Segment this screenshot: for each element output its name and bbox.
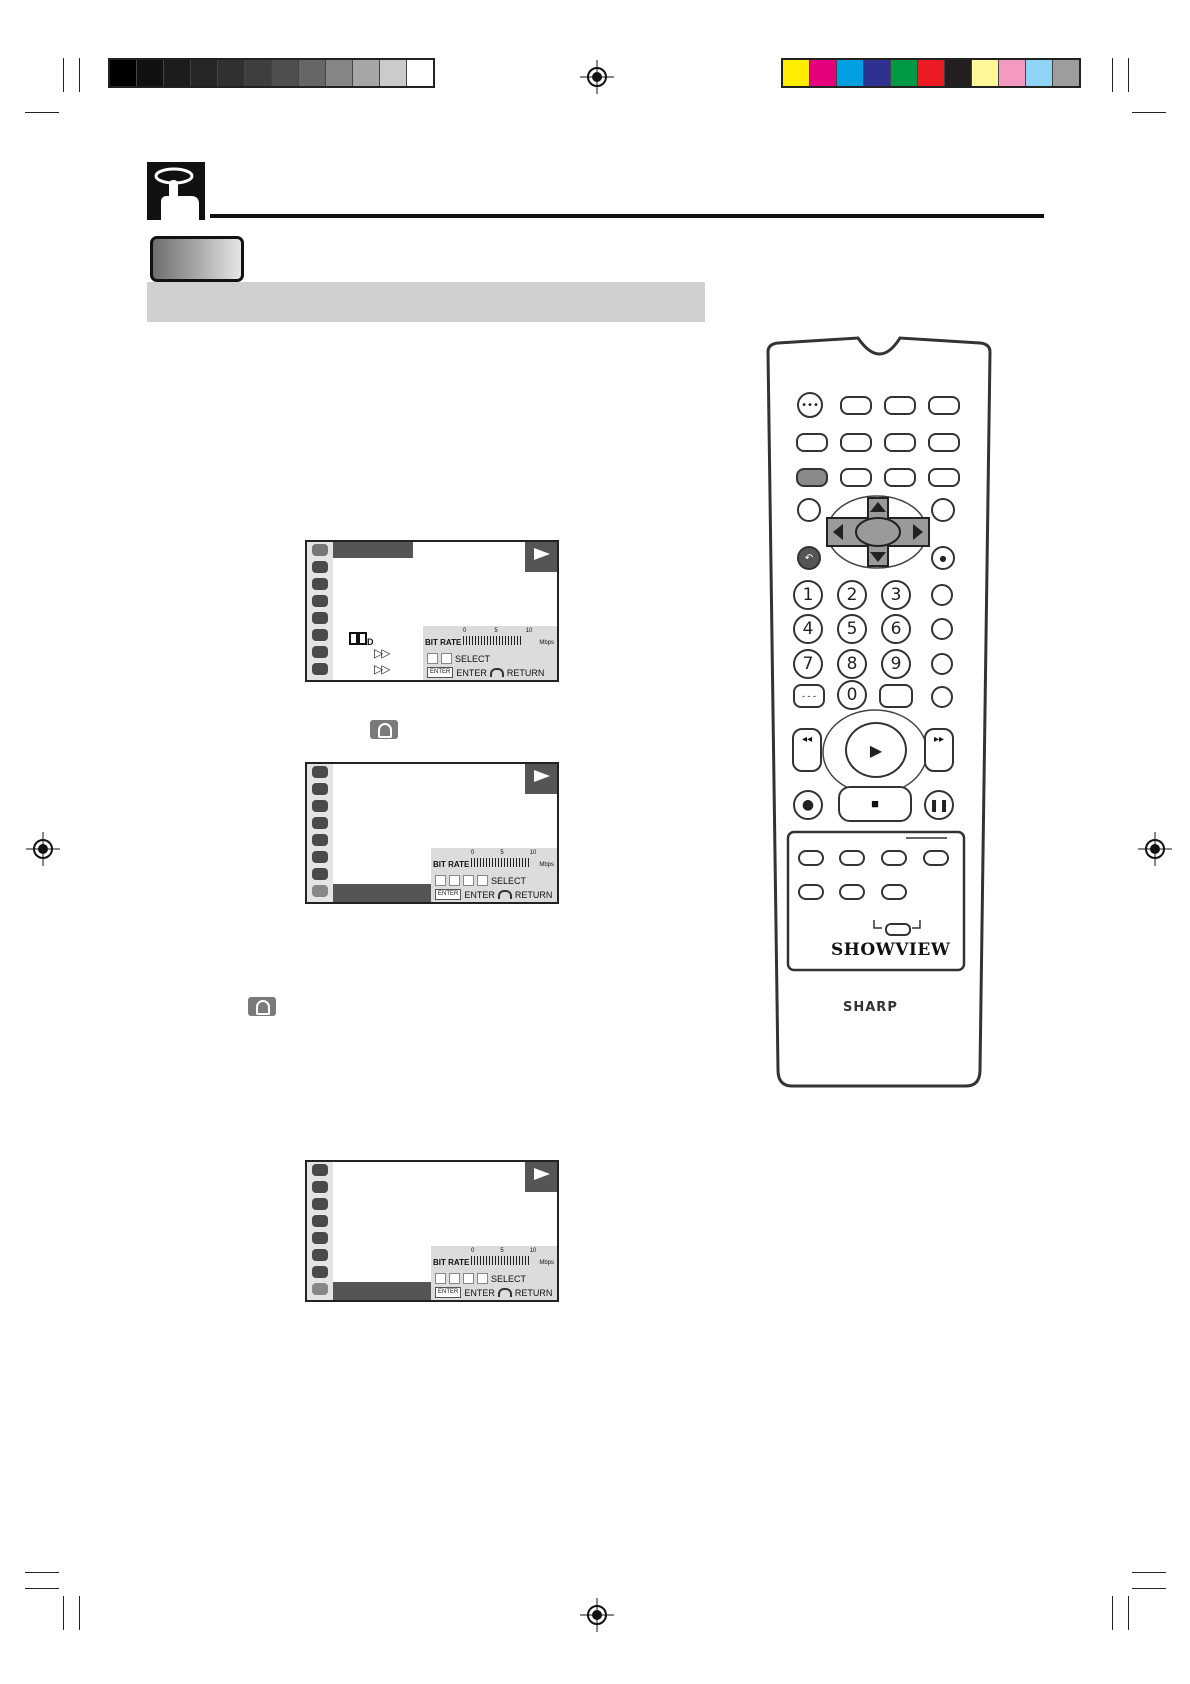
enter-label: ENTER — [464, 1287, 495, 1298]
panel-button-4[interactable] — [923, 850, 949, 866]
channel-up-button[interactable] — [839, 884, 865, 900]
select-label: SELECT — [491, 1273, 527, 1284]
enter-label: ENTER — [456, 667, 487, 678]
camera-button[interactable] — [884, 468, 916, 487]
number-button-2[interactable]: 2 — [837, 580, 867, 610]
ff-icon-1: ▷▷ — [374, 646, 389, 660]
pause-button[interactable]: ❚❚ — [924, 790, 954, 820]
play-button[interactable]: ▶ — [845, 722, 907, 778]
setup-button[interactable] — [796, 468, 828, 487]
dash-button[interactable]: - - - — [793, 684, 825, 708]
number-button-0[interactable]: 0 — [837, 680, 867, 710]
number-button-4[interactable]: 4 — [793, 614, 823, 644]
record-button[interactable]: ● — [793, 790, 823, 820]
number-button-3[interactable]: 3 — [881, 580, 911, 610]
enter-label: ENTER — [464, 889, 495, 900]
number-button-8[interactable]: 8 — [837, 649, 867, 679]
eject-button[interactable] — [928, 468, 960, 487]
panel-button-1[interactable] — [798, 850, 824, 866]
showview-logo: SHOWVIEW — [831, 940, 951, 960]
remote-button-r2c4[interactable] — [928, 433, 960, 452]
remote-button-r2c2[interactable] — [840, 433, 872, 452]
remote-button-n1[interactable] — [931, 584, 953, 606]
remote-button-left-top[interactable] — [797, 498, 821, 522]
panel-button-7[interactable] — [881, 884, 907, 900]
number-button-9[interactable]: 9 — [881, 649, 911, 679]
enter-key: ENTER — [427, 667, 453, 678]
enter-key: ENTER — [435, 1287, 461, 1298]
remote-button-n3[interactable] — [931, 653, 953, 675]
return-button[interactable]: ↶ — [797, 546, 821, 570]
return-label: RETURN — [514, 1287, 553, 1298]
sharp-logo: SHARP — [843, 1000, 898, 1015]
bitrate-unit: Mbps — [539, 1260, 554, 1266]
remote-button-r2c3[interactable] — [884, 433, 916, 452]
remote-button-r1c2[interactable] — [840, 396, 872, 415]
select-label: SELECT — [491, 875, 527, 886]
select-label: SELECT — [455, 653, 491, 664]
number-button-7[interactable]: 7 — [793, 649, 823, 679]
stop-button[interactable]: ■ — [838, 786, 912, 822]
dolby-label: D — [367, 637, 374, 647]
bitrate-label: BIT RATE — [433, 1258, 470, 1267]
bitrate-unit: Mbps — [539, 640, 554, 646]
number-button-1[interactable]: 1 — [793, 580, 823, 610]
bitrate-scale: 0 5 10 — [471, 1248, 537, 1254]
fast-forward-button[interactable]: ▸▸ — [924, 728, 954, 772]
remote-button-n5[interactable] — [931, 686, 953, 708]
return-label: RETURN — [514, 889, 553, 900]
skip-back-button[interactable] — [839, 850, 865, 866]
remote-button-r2c1[interactable] — [796, 433, 828, 452]
rewind-button[interactable]: ◂◂ — [792, 728, 822, 772]
enter-key: ENTER — [435, 889, 461, 900]
ff-icon-2: ▷▷ — [374, 662, 389, 676]
enter-small-button[interactable]: ● — [931, 546, 955, 570]
bitrate-scale: 0 5 10 — [471, 850, 537, 856]
bitrate-label: BIT RATE — [433, 860, 470, 869]
channel-down-button[interactable] — [798, 884, 824, 900]
open-close-button[interactable] — [928, 396, 960, 415]
remote-button-right-top[interactable] — [931, 498, 955, 522]
number-button-6[interactable]: 6 — [881, 614, 911, 644]
remote-button-n4[interactable] — [879, 684, 913, 708]
navigation-pad[interactable] — [825, 496, 931, 568]
bitrate-scale: 0 5 10 — [463, 628, 533, 634]
display-button[interactable]: ••• — [797, 392, 823, 418]
remote-button-r1c3[interactable] — [884, 396, 916, 415]
bitrate-label: BIT RATE — [425, 638, 462, 647]
bitrate-unit: Mbps — [539, 862, 554, 868]
skip-forward-button[interactable] — [881, 850, 907, 866]
repeat-button[interactable] — [840, 468, 872, 487]
return-label: RETURN — [506, 667, 545, 678]
number-button-5[interactable]: 5 — [837, 614, 867, 644]
remote-button-n2[interactable] — [931, 618, 953, 640]
